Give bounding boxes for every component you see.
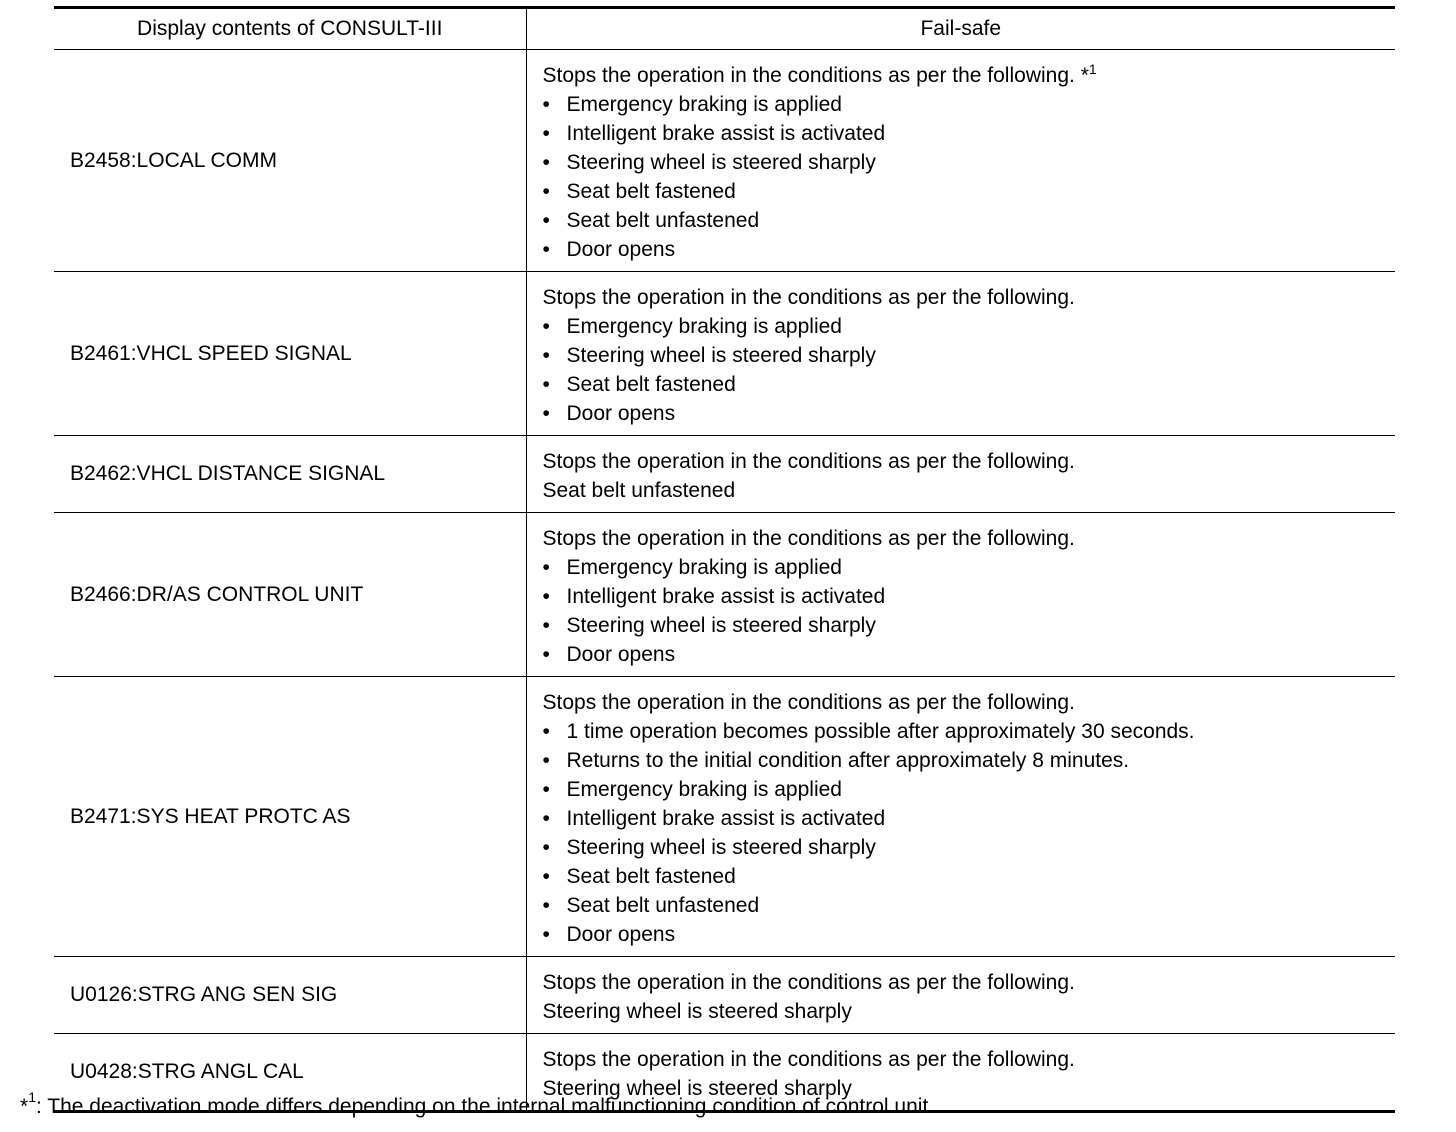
footnote-ref-marker: * bbox=[1080, 64, 1089, 87]
fail-safe-intro-text: Stops the operation in the conditions as per the following. bbox=[542, 527, 1075, 550]
condition-bullet-item: • Door opens bbox=[543, 399, 1396, 428]
condition-bullet-item: • Emergency braking is applied bbox=[543, 312, 1396, 341]
display-contents-cell: B2462:VHCL DISTANCE SIGNAL bbox=[54, 436, 526, 513]
condition-line: Steering wheel is steered sharply bbox=[542, 1000, 852, 1023]
fail-safe-intro-text: Stops the operation in the conditions as per the following. bbox=[542, 691, 1075, 714]
condition-bullet-item: • Seat belt unfastened bbox=[543, 891, 1396, 920]
fail-safe-cell bbox=[526, 436, 1395, 513]
fail-safe-cell bbox=[526, 50, 1395, 272]
condition-bullet-item: • Door opens bbox=[543, 920, 1396, 949]
footnote bbox=[20, 1089, 929, 1119]
fail-safe-cell bbox=[526, 272, 1395, 436]
condition-bullet-item: • Steering wheel is steered sharply bbox=[543, 148, 1396, 177]
fail-safe-intro bbox=[543, 524, 1396, 553]
table-row bbox=[54, 50, 1395, 272]
footnote-text: : The deactivation mode differs depending on the internal malfunctioning condition of control unit bbox=[35, 1095, 929, 1118]
fail-safe-intro bbox=[543, 283, 1396, 312]
fail-safe-intro-text: Stops the operation in the conditions as per the following. bbox=[542, 971, 1075, 994]
fail-safe-cell bbox=[526, 513, 1395, 677]
fail-safe-intro-text: Stops the operation in the conditions as per the following. bbox=[542, 286, 1075, 309]
table-body bbox=[54, 50, 1395, 1112]
display-contents-cell: B2466:DR/AS CONTROL UNIT bbox=[54, 513, 526, 677]
condition-bullet-item: • Door opens bbox=[543, 235, 1396, 264]
header-fail-safe: Fail-safe bbox=[526, 8, 1395, 50]
condition-line: Steering wheel is steered sharply bbox=[542, 1077, 852, 1100]
footnote-marker-number: 1 bbox=[28, 1089, 36, 1105]
fail-safe-intro bbox=[543, 1045, 1396, 1074]
condition-line: Seat belt unfastened bbox=[542, 479, 736, 502]
fail-safe-intro-text: Stops the operation in the conditions as per the following. bbox=[542, 450, 1075, 473]
fail-safe-intro bbox=[543, 688, 1396, 717]
table-row bbox=[54, 436, 1395, 513]
display-contents-cell: B2458:LOCAL COMM bbox=[54, 50, 526, 272]
condition-bullet-item: • Emergency braking is applied bbox=[543, 90, 1396, 119]
display-contents-cell: U0126:STRG ANG SEN SIG bbox=[54, 957, 526, 1034]
condition-bullet-item: • Returns to the initial condition after approximately 8 minutes. bbox=[543, 746, 1396, 775]
header-display-contents: Display contents of CONSULT-III bbox=[54, 8, 526, 50]
condition-bullet-item: • Steering wheel is steered sharply bbox=[543, 341, 1396, 370]
condition-bullet-item: • Steering wheel is steered sharply bbox=[543, 833, 1396, 862]
footnote-ref-number: 1 bbox=[1088, 61, 1097, 77]
condition-bullet-item: • Seat belt unfastened bbox=[543, 206, 1396, 235]
fail-safe-intro bbox=[543, 968, 1396, 997]
fail-safe-intro-text: Stops the operation in the conditions as per the following. bbox=[542, 64, 1075, 87]
display-contents-cell: B2471:SYS HEAT PROTC AS bbox=[54, 677, 526, 957]
header-row bbox=[54, 8, 1395, 50]
fail-safe-cell bbox=[526, 677, 1395, 957]
condition-bullet-item: • Intelligent brake assist is activated bbox=[543, 119, 1396, 148]
condition-bullet-item: • Door opens bbox=[543, 640, 1396, 669]
table-row bbox=[54, 957, 1395, 1034]
condition-bullet-item: • Seat belt fastened bbox=[543, 862, 1396, 891]
condition-bullet-item: • Emergency braking is applied bbox=[543, 553, 1396, 582]
condition-bullet-item: • Emergency braking is applied bbox=[543, 775, 1396, 804]
table-header bbox=[54, 8, 1395, 50]
condition-bullet-item: • Steering wheel is steered sharply bbox=[543, 611, 1396, 640]
table-row bbox=[54, 513, 1395, 677]
fail-safe-intro bbox=[543, 61, 1396, 90]
fail-safe-intro bbox=[543, 447, 1396, 476]
condition-bullet-item: • 1 time operation becomes possible after approximately 30 seconds. bbox=[543, 717, 1396, 746]
display-contents-cell: U0428:STRG ANGL CAL bbox=[54, 1034, 526, 1112]
display-contents-cell: B2461:VHCL SPEED SIGNAL bbox=[54, 272, 526, 436]
condition-bullet-item: • Seat belt fastened bbox=[543, 370, 1396, 399]
condition-bullet-item: • Seat belt fastened bbox=[543, 177, 1396, 206]
condition-bullet-item: • Intelligent brake assist is activated bbox=[543, 582, 1396, 611]
condition-bullet-item: • Intelligent brake assist is activated bbox=[543, 804, 1396, 833]
fail-safe-cell bbox=[526, 957, 1395, 1034]
table-row bbox=[54, 677, 1395, 957]
failsafe-table bbox=[54, 6, 1395, 1113]
footnote-marker: * bbox=[20, 1095, 29, 1118]
table-row bbox=[54, 272, 1395, 436]
fail-safe-intro-text: Stops the operation in the conditions as per the following. bbox=[542, 1048, 1075, 1071]
